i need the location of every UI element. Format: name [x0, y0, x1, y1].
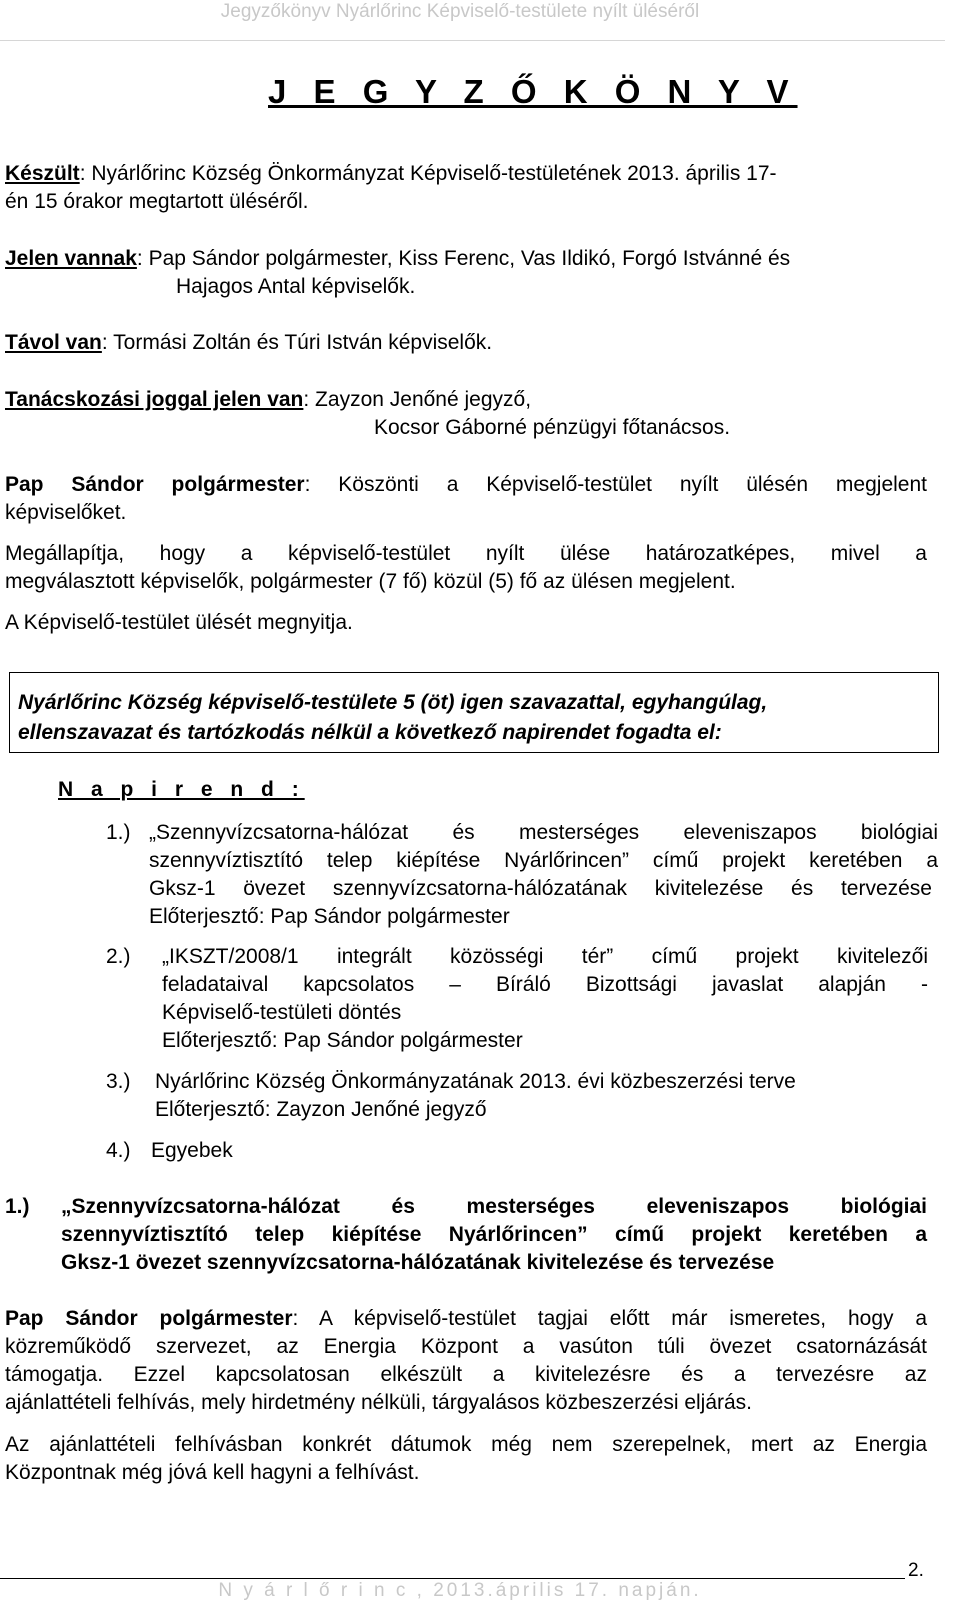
footer-text: N y á r l ő r i n c , 2013.április 17. napján.: [218, 1580, 702, 1601]
pap-line-1: [5, 471, 927, 499]
jelen-line-2: Hajagos Antal képviselők.: [176, 275, 416, 298]
keszult-line-1: [5, 160, 777, 188]
keszult-text: : Nyárlőrinc Község Önkormányzat Képviselő-testületének 2013. április 17-: [79, 162, 777, 185]
agenda-item-2-line-1: „IKSZT/2008/1 integrált közösségi tér” című projekt kivitelezői: [162, 945, 928, 968]
agenda-item-2-line-4: Előterjesztő: Pap Sándor polgármester: [162, 1029, 523, 1052]
document-title: J E G Y Z Ő K Ö N Y V: [268, 73, 798, 110]
agenda-item-1-line-1: „Szennyvízcsatorna-hálózat és mesterséges eleveniszapos biológiai: [149, 821, 938, 844]
header-divider: [0, 40, 945, 41]
jelen-text: : Pap Sándor polgármester, Kiss Ferenc, Vas Ildikó, Forgó Istvánné és: [136, 247, 791, 270]
keszult-line-2: én 15 órakor megtartott üléséről.: [5, 190, 309, 213]
body-p1-first: : A képviselő-testület tagjai előtt már ismeretes, hogy a: [292, 1307, 927, 1330]
jelen-label: Jelen vannak: [5, 247, 137, 270]
page-number: 2.: [908, 1560, 924, 1581]
agenda-item-1-line-3: Gksz-1 övezet szennyvízcsatorna-hálózatának kivitelezése és tervezése: [149, 877, 932, 900]
megnyitja-line: A Képviselő-testület ülését megnyitja.: [5, 611, 353, 634]
pap-text: : Köszönti a Képviselő-testület nyílt ülésén megjelent: [304, 473, 927, 496]
body-speaker: Pap Sándor polgármester: [5, 1307, 293, 1330]
agenda-item-1-line-2: szennyvíztisztító telep kiépítése Nyárlőrincen” című projekt keretében a: [149, 849, 938, 872]
tanacs-line-1: [5, 386, 531, 414]
body-p1-line-4: ajánlattételi felhívás, mely hirdetmény nélküli, tárgyalásos közbeszerzési eljárás.: [5, 1391, 753, 1414]
agenda-item-2-line-2: feladataival kapcsolatos – Bíráló Bizottsági javaslat alapján -: [162, 973, 928, 996]
section-1-line-3: Gksz-1 övezet szennyvízcsatorna-hálózatának kivitelezése és tervezése: [61, 1251, 775, 1274]
agenda-item-3-line-1: Nyárlőrinc Község Önkormányzatának 2013. évi közbeszerzési terve: [155, 1070, 796, 1093]
tanacs-label: Tanácskozási joggal jelen van: [5, 388, 304, 411]
agenda-item-1-line-4: Előterjesztő: Pap Sándor polgármester: [149, 905, 510, 928]
agenda-item-3-number: 3.): [106, 1070, 131, 1093]
jelen-line-1: [5, 245, 790, 273]
megallapitja-line-2: megválasztott képviselők, polgármester (7 fő) közül (5) fő az ülésen megjelent.: [5, 570, 736, 593]
tanacs-text: : Zayzon Jenőné jegyző,: [303, 388, 532, 411]
section-1-line-2: szennyvíztisztító telep kiépítése Nyárlőrincen” című projekt keretében a: [61, 1223, 927, 1246]
body-p1-line-3: támogatja. Ezzel kapcsolatosan elkészült a kivitelezésre és a tervezésre az: [5, 1363, 927, 1386]
agenda-item-2-number: 2.): [106, 945, 131, 968]
agenda-item-2-line-3: Képviselő-testületi döntés: [162, 1001, 402, 1024]
pap-line-2: képviselőket.: [5, 501, 127, 524]
agenda-item-4-line-1: Egyebek: [151, 1139, 233, 1162]
decision-line-2: ellenszavazat és tartózkodás nélkül a következő napirendet fogadta el:: [18, 721, 722, 744]
section-1-line-1: „Szennyvízcsatorna-hálózat és mesterséges eleveniszapos biológiai: [61, 1195, 927, 1218]
tavol-line: [5, 329, 492, 357]
agenda-item-3-line-2: Előterjesztő: Zayzon Jenőné jegyző: [155, 1098, 487, 1121]
section-1-number: 1.): [5, 1195, 30, 1218]
tavol-label: Távol van: [5, 331, 102, 354]
tavol-text: : Tormási Zoltán és Túri István képviselők.: [101, 331, 493, 354]
body-p2-line-1: Az ajánlattételi felhívásban konkrét dátumok még nem szerepelnek, mert az Energia: [5, 1433, 927, 1456]
body-p2-line-2: Központnak még jóvá kell hagyni a felhívást.: [5, 1461, 420, 1484]
keszult-label: Készült: [5, 162, 80, 185]
body-p1-line-1: [5, 1305, 927, 1333]
decision-line-1: Nyárlőrinc Község képviselő-testülete 5 (öt) igen szavazattal, egyhangúlag,: [18, 691, 768, 714]
running-header: Jegyzőkönyv Nyárlőrinc Képviselő-testülete nyílt üléséről: [220, 1, 700, 22]
body-p1-line-2: közreműködő szervezet, az Energia Központ a vasúton túli övezet csatornázását: [5, 1335, 927, 1358]
agenda-item-1-number: 1.): [106, 821, 131, 844]
agenda-heading: N a p i r e n d :: [58, 778, 305, 801]
tanacs-line-2: Kocsor Gáborné pénzügyi főtanácsos.: [374, 416, 731, 439]
pap-label: Pap Sándor polgármester: [5, 473, 305, 496]
agenda-item-4-number: 4.): [106, 1139, 131, 1162]
megallapitja-line-1: Megállapítja, hogy a képviselő-testület nyílt ülése határozatképes, mivel a: [5, 542, 927, 565]
